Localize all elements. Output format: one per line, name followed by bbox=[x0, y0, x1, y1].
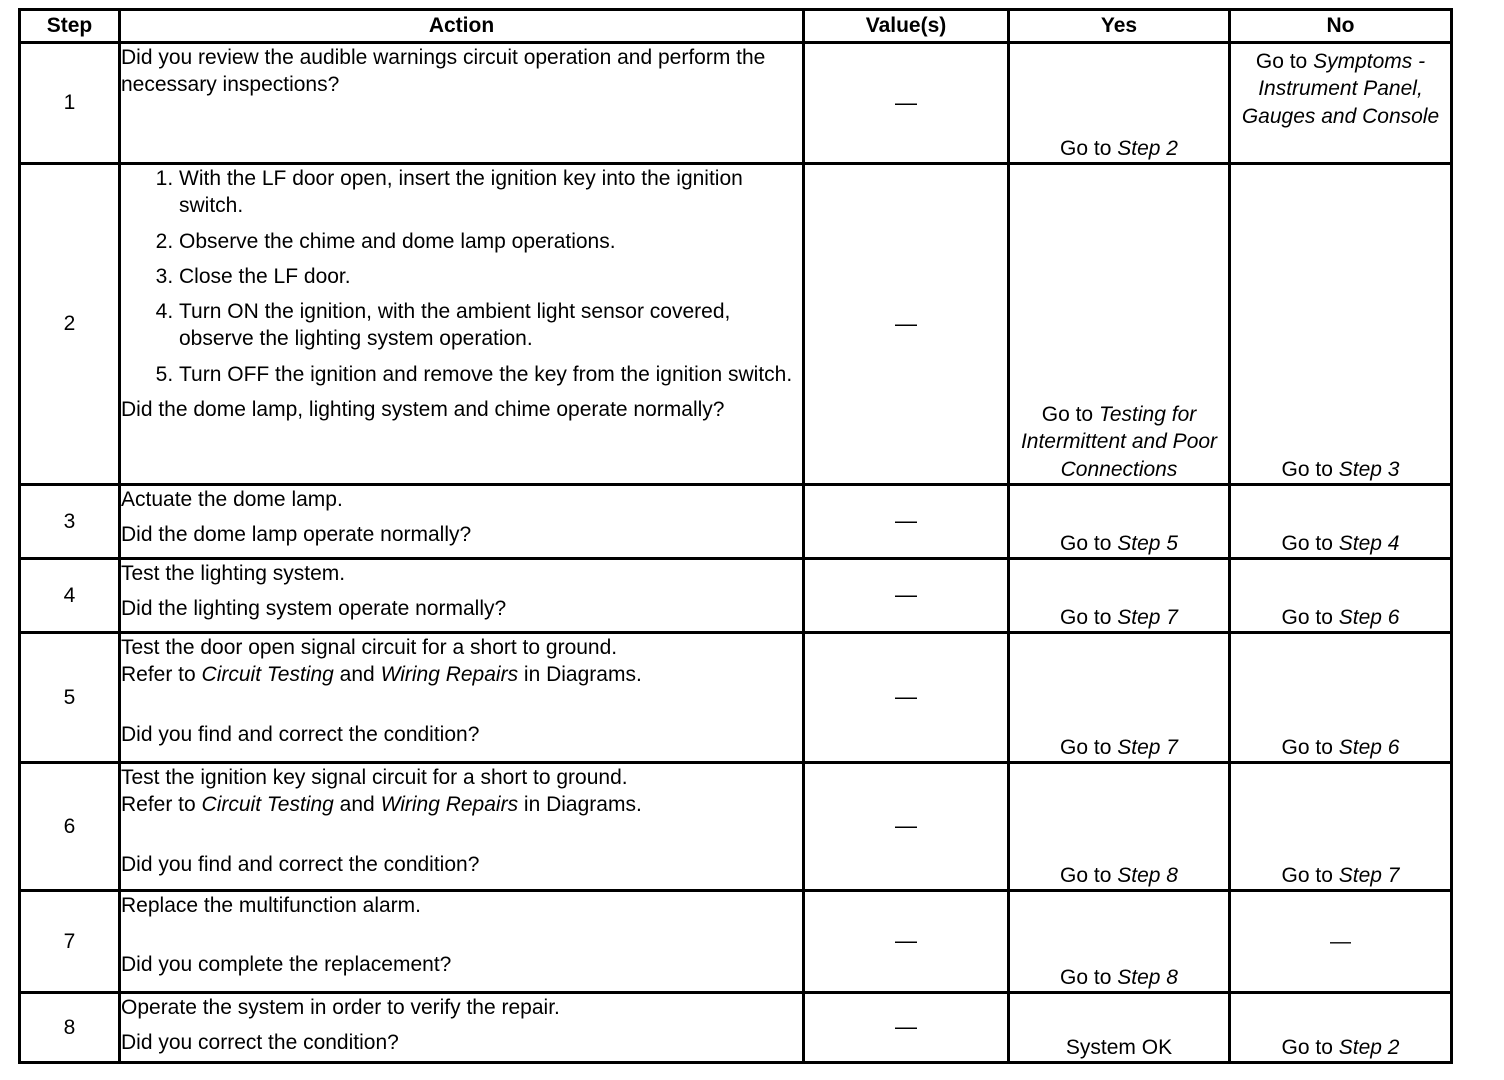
header-no: No bbox=[1230, 10, 1452, 43]
action-question: Did the dome lamp operate normally? bbox=[121, 523, 472, 547]
no-cell bbox=[1230, 993, 1452, 1063]
table-row bbox=[20, 891, 1452, 993]
action-cell bbox=[120, 164, 804, 485]
table-row bbox=[20, 485, 1452, 559]
action-text: Test the lighting system. bbox=[121, 562, 346, 585]
action-question: Did you correct the condition? bbox=[121, 1031, 399, 1055]
header-yes: Yes bbox=[1009, 10, 1230, 43]
action-text: Did you review the audible warnings circuit operation and perform the necessary inspections? bbox=[121, 46, 766, 97]
step-number: 8 bbox=[20, 993, 120, 1063]
table-row bbox=[20, 559, 1452, 633]
action-cell bbox=[120, 993, 804, 1063]
action-text: Replace the multifunction alarm. bbox=[121, 894, 421, 917]
step-number: 3 bbox=[20, 485, 120, 559]
refer-line bbox=[121, 661, 802, 688]
step-link[interactable]: Step 8 bbox=[1117, 965, 1178, 989]
wiring-repairs-link[interactable]: Wiring Repairs bbox=[380, 663, 519, 687]
step-number: 2 bbox=[20, 164, 120, 485]
go-to-label: Go to bbox=[1041, 403, 1094, 427]
step-number: 5 bbox=[20, 633, 120, 763]
no-cell bbox=[1230, 485, 1452, 559]
header-step: Step bbox=[20, 10, 120, 43]
step-link[interactable]: Step 7 bbox=[1117, 605, 1178, 629]
step-link[interactable]: Step 7 bbox=[1338, 863, 1400, 887]
testing-link[interactable]: Testing for Intermittent and Poor Connections bbox=[1020, 403, 1218, 481]
header-action: Action bbox=[120, 10, 804, 43]
step-link[interactable]: Step 3 bbox=[1338, 457, 1400, 481]
yes-cell bbox=[1009, 633, 1230, 763]
action-question: Did you complete the replacement? bbox=[121, 953, 452, 977]
action-cell bbox=[120, 633, 804, 763]
no-cell: — bbox=[1230, 891, 1452, 993]
action-cell bbox=[120, 485, 804, 559]
table-row bbox=[20, 763, 1452, 891]
go-to-label: Go to bbox=[1281, 863, 1333, 887]
go-to-label: Go to bbox=[1281, 605, 1333, 629]
go-to-label: Go to bbox=[1281, 1035, 1333, 1059]
value-cell: — bbox=[804, 763, 1009, 891]
value-cell: — bbox=[804, 559, 1009, 633]
action-text: Actuate the dome lamp. bbox=[121, 488, 343, 511]
value-cell: — bbox=[804, 633, 1009, 763]
no-cell bbox=[1230, 164, 1452, 485]
step-link[interactable]: Step 5 bbox=[1117, 531, 1178, 555]
step-number: 1 bbox=[20, 43, 120, 164]
no-cell bbox=[1230, 559, 1452, 633]
step-link[interactable]: Step 8 bbox=[1117, 863, 1178, 887]
refer-and: and bbox=[339, 793, 375, 817]
go-to-label: Go to bbox=[1060, 136, 1112, 160]
step-link[interactable]: Step 2 bbox=[1338, 1035, 1400, 1059]
yes-cell bbox=[1009, 559, 1230, 633]
refer-suffix: in Diagrams. bbox=[523, 663, 642, 687]
refer-line bbox=[121, 791, 802, 818]
go-to-label: Go to bbox=[1281, 531, 1333, 555]
table-row bbox=[20, 633, 1452, 763]
value-cell: — bbox=[804, 485, 1009, 559]
procedure-item: 5. Turn OFF the ignition and remove the key from the ignition switch. bbox=[179, 361, 802, 388]
action-text: Operate the system in order to verify the repair. bbox=[121, 996, 560, 1019]
go-to-label: Go to bbox=[1060, 605, 1112, 629]
no-cell bbox=[1230, 763, 1452, 891]
procedure-list bbox=[121, 165, 802, 388]
action-question: Did the lighting system operate normally? bbox=[121, 597, 507, 621]
value-cell: — bbox=[804, 164, 1009, 485]
refer-suffix: in Diagrams. bbox=[523, 793, 642, 817]
refer-and: and bbox=[339, 663, 375, 687]
go-to-label: Go to bbox=[1060, 965, 1112, 989]
step-link[interactable]: Step 6 bbox=[1338, 735, 1400, 759]
go-to-label: Go to bbox=[1060, 735, 1112, 759]
yes-cell bbox=[1009, 891, 1230, 993]
procedure-item: 2. Observe the chime and dome lamp operations. bbox=[179, 228, 802, 255]
no-cell bbox=[1230, 43, 1452, 164]
symptoms-link[interactable]: Symptoms - Instrument Panel, Gauges and Console bbox=[1241, 50, 1440, 128]
yes-cell bbox=[1009, 164, 1230, 485]
no-cell bbox=[1230, 633, 1452, 763]
circuit-testing-link[interactable]: Circuit Testing bbox=[201, 663, 334, 687]
action-question: Did you find and correct the condition? bbox=[121, 852, 480, 876]
refer-prefix: Refer to bbox=[121, 793, 196, 817]
procedure-item: 4. Turn ON the ignition, with the ambient light sensor covered, observe the lighting system operation. bbox=[179, 298, 802, 353]
table-row bbox=[20, 993, 1452, 1063]
action-question: Did you find and correct the condition? bbox=[121, 722, 480, 746]
step-link[interactable]: Step 7 bbox=[1117, 735, 1178, 759]
action-cell bbox=[120, 559, 804, 633]
go-to-label: Go to bbox=[1281, 457, 1333, 481]
step-link[interactable]: Step 4 bbox=[1338, 531, 1400, 555]
header-values: Value(s) bbox=[804, 10, 1009, 43]
value-cell: — bbox=[804, 891, 1009, 993]
action-text: Test the door open signal circuit for a short to ground. bbox=[121, 636, 618, 659]
yes-cell bbox=[1009, 763, 1230, 891]
refer-prefix: Refer to bbox=[121, 663, 196, 687]
value-cell: — bbox=[804, 43, 1009, 164]
yes-cell bbox=[1009, 485, 1230, 559]
table-row bbox=[20, 164, 1452, 485]
value-cell: — bbox=[804, 993, 1009, 1063]
step-link[interactable]: Step 2 bbox=[1117, 136, 1178, 160]
wiring-repairs-link[interactable]: Wiring Repairs bbox=[380, 793, 519, 817]
header-row bbox=[20, 10, 1452, 43]
action-cell bbox=[120, 763, 804, 891]
go-to-label: Go to bbox=[1060, 863, 1112, 887]
diagnostic-table bbox=[18, 8, 1453, 1064]
table-row bbox=[20, 43, 1452, 164]
action-text: Test the ignition key signal circuit for a short to ground. bbox=[121, 766, 628, 789]
action-cell bbox=[120, 43, 804, 164]
circuit-testing-link[interactable]: Circuit Testing bbox=[201, 793, 334, 817]
go-to-label: Go to bbox=[1281, 735, 1333, 759]
step-link[interactable]: Step 6 bbox=[1338, 605, 1400, 629]
yes-cell bbox=[1009, 43, 1230, 164]
yes-cell: System OK bbox=[1009, 993, 1230, 1063]
step-number: 4 bbox=[20, 559, 120, 633]
step-number: 7 bbox=[20, 891, 120, 993]
action-question: Did the dome lamp, lighting system and chime operate normally? bbox=[121, 398, 725, 422]
procedure-item: 3. Close the LF door. bbox=[179, 263, 802, 290]
go-to-label: Go to bbox=[1255, 50, 1308, 73]
step-number: 6 bbox=[20, 763, 120, 891]
procedure-item: 1. With the LF door open, insert the ignition key into the ignition switch. bbox=[179, 165, 802, 220]
action-cell bbox=[120, 891, 804, 993]
go-to-label: Go to bbox=[1060, 531, 1112, 555]
